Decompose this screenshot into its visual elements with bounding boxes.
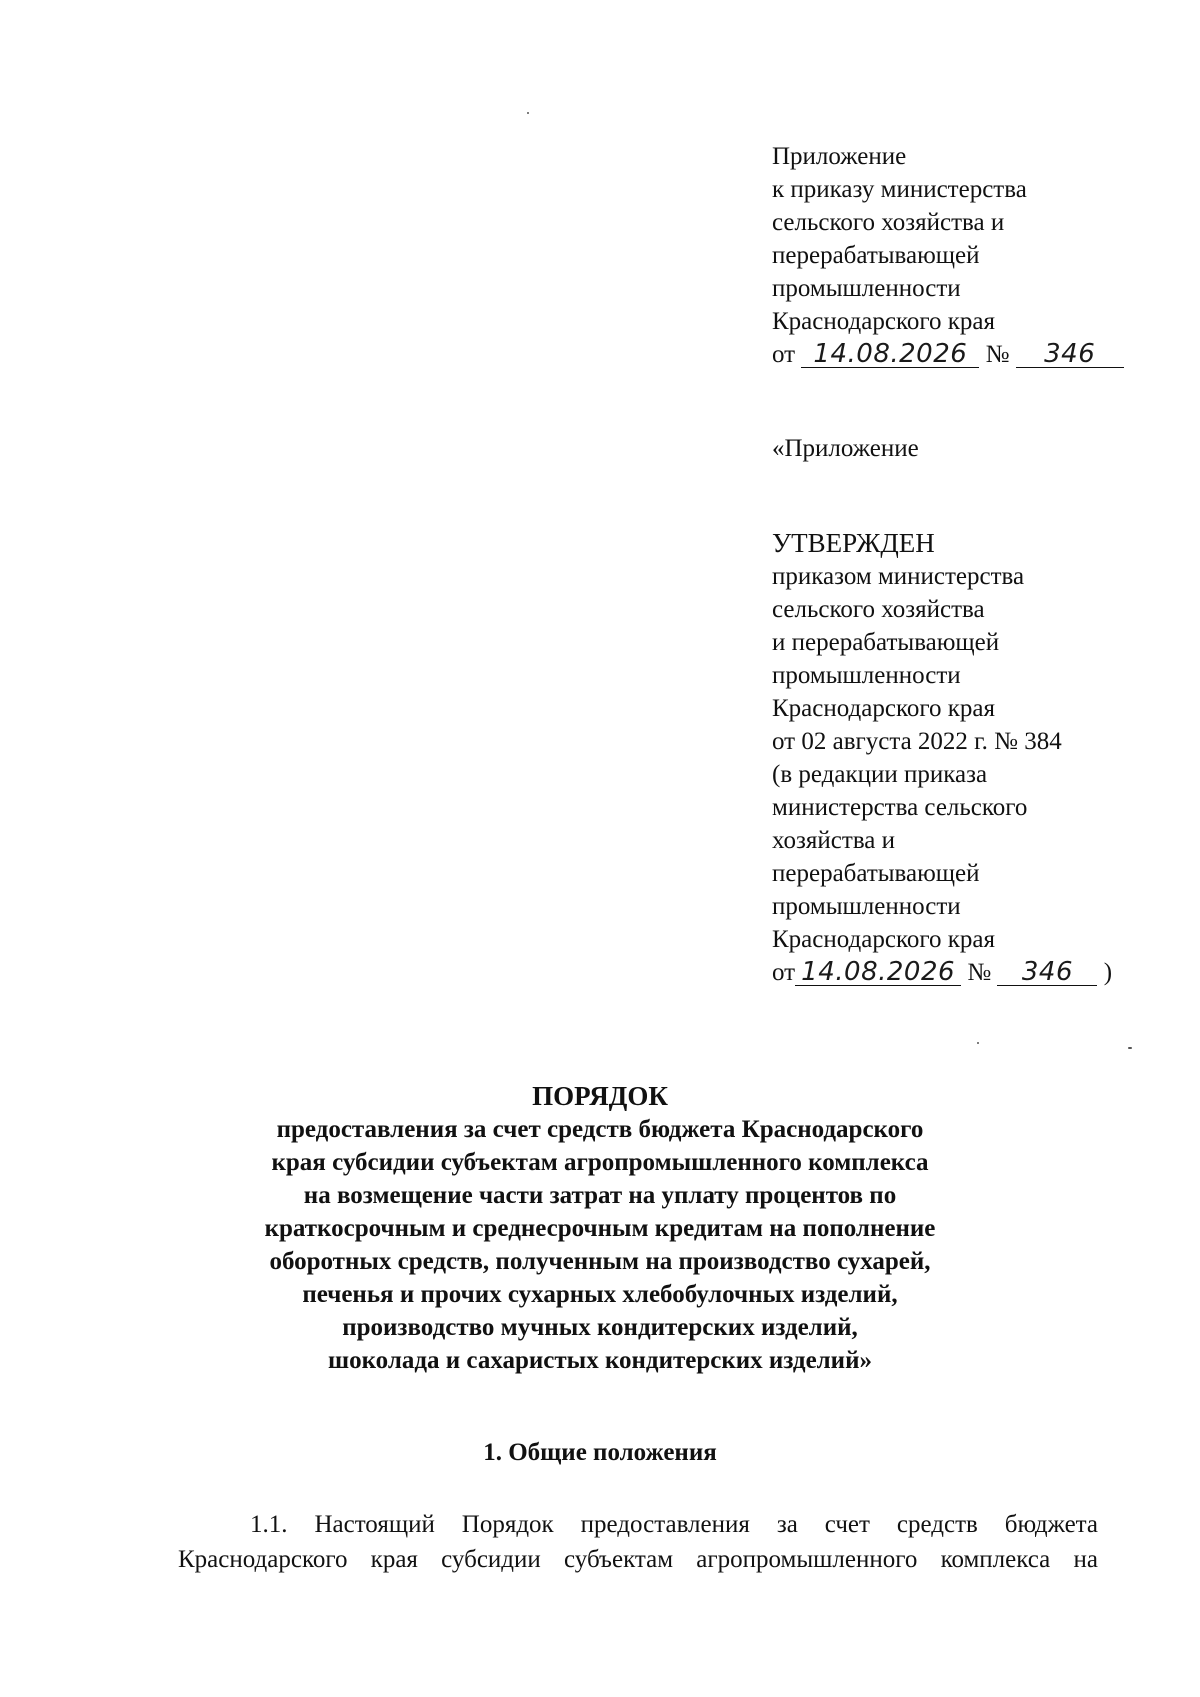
handwritten-date: 14.08.2026 xyxy=(801,341,979,368)
approved-line: Краснодарского края xyxy=(772,926,995,953)
annex-label xyxy=(772,432,919,465)
title-line: на возмещение части затрат на уплату процентов по xyxy=(303,1182,897,1209)
title-line: производство мучных кондитерских изделий, xyxy=(342,1314,858,1341)
annex-date-line xyxy=(772,338,1124,371)
approved-line: хозяйства и xyxy=(772,827,896,854)
title-main: ПОРЯДОК xyxy=(532,1081,668,1111)
annex-line: перерабатывающей xyxy=(772,242,980,269)
title-line: шоколада и сахаристых кондитерских изделий» xyxy=(328,1347,872,1374)
handwritten-number: 346 xyxy=(997,959,1097,986)
approved-line: министерства сельского xyxy=(772,794,1028,821)
approved-line: промышленности xyxy=(772,662,961,689)
paragraph-line: 1.1. Настоящий Порядок предоставления за счет средств бюджета xyxy=(250,1511,1098,1538)
title-line: краткосрочным и среднесрочным кредитам на пополнение xyxy=(264,1215,936,1242)
title-line: предоставления за счет средств бюджета Краснодарского xyxy=(276,1116,924,1143)
approved-line: сельского хозяйства xyxy=(772,596,985,623)
approved-block xyxy=(772,527,1112,989)
document-title xyxy=(150,1080,1050,1377)
title-line: края субсидии субъектам агропромышленного комплекса xyxy=(271,1149,929,1176)
scan-speck xyxy=(977,1042,979,1044)
number-prefix: № xyxy=(985,341,1010,368)
approved-line: Краснодарского края xyxy=(772,695,995,722)
approved-line: перерабатывающей xyxy=(772,860,980,887)
section-heading: 1. Общие положения xyxy=(483,1439,717,1466)
number-prefix: № xyxy=(967,959,992,986)
paragraph xyxy=(178,1507,1098,1577)
closing-paren: ) xyxy=(1103,959,1113,986)
scan-speck xyxy=(527,112,529,114)
scan-speck xyxy=(1128,1047,1132,1049)
approved-line: и перерабатывающей xyxy=(772,629,1000,656)
handwritten-date: 14.08.2026 xyxy=(795,959,961,986)
annex-line: промышленности xyxy=(772,275,961,302)
approved-line: приказом министерства xyxy=(772,563,1025,590)
annex-line: сельского хозяйства и xyxy=(772,209,1005,236)
annex-line: Краснодарского края xyxy=(772,308,995,335)
approved-line: (в редакции приказа xyxy=(772,761,988,788)
annex-label-text: «Приложение xyxy=(772,435,919,462)
title-line: оборотных средств, полученным на производство сухарей, xyxy=(269,1248,931,1275)
title-line: печенья и прочих сухарных хлебобулочных изделий, xyxy=(302,1281,898,1308)
approved-line: от 02 августа 2022 г. № 384 xyxy=(772,728,1062,755)
handwritten-number: 346 xyxy=(1016,341,1124,368)
annex-line: к приказу министерства xyxy=(772,176,1027,203)
date-prefix: от xyxy=(772,959,796,986)
annex-header xyxy=(772,140,1124,371)
approved-date-line xyxy=(772,956,1112,989)
paragraph-line: Краснодарского края субсидии субъектам агропромышленного комплекса на xyxy=(178,1546,1098,1573)
annex-line: Приложение xyxy=(772,143,907,170)
approved-line: промышленности xyxy=(772,893,961,920)
approved-heading: УТВЕРЖДЕН xyxy=(772,528,935,558)
date-prefix: от xyxy=(772,341,796,368)
